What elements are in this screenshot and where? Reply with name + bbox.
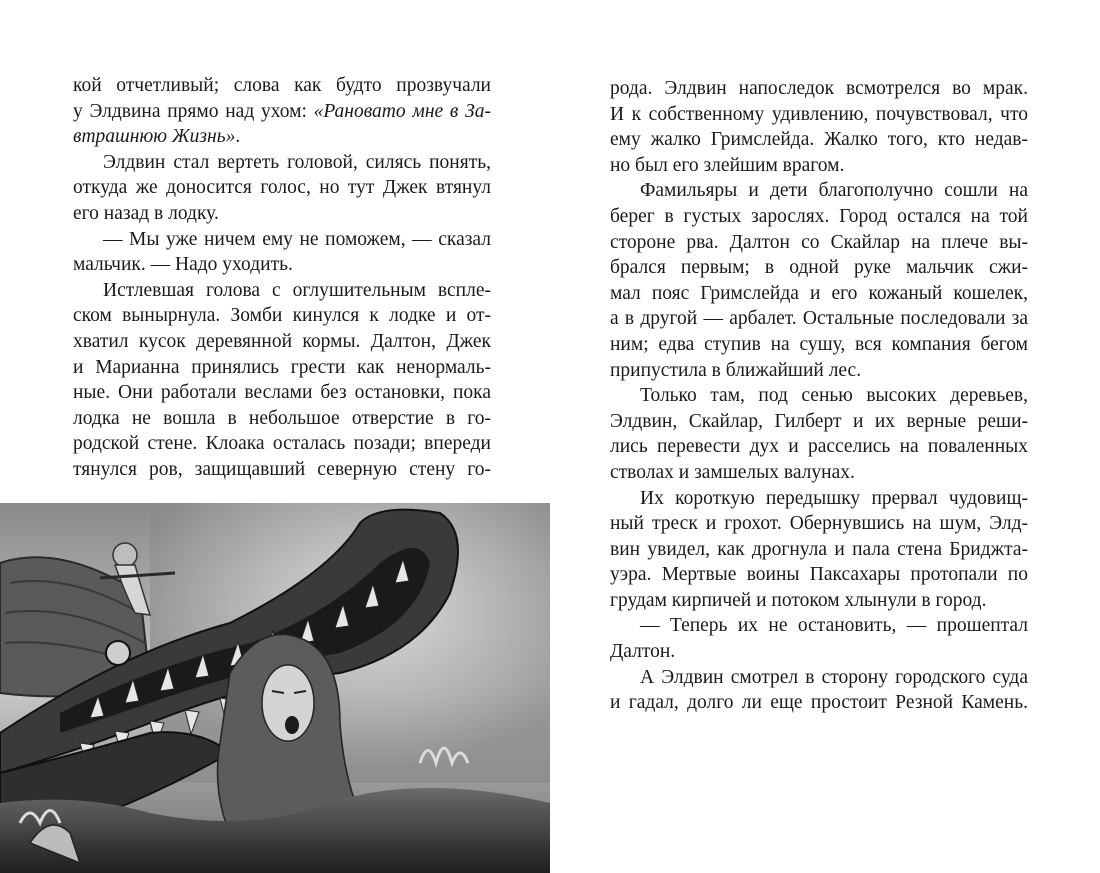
text-line xyxy=(73,329,491,355)
text-line xyxy=(610,434,1028,460)
text-line-content: откуда же доносится голос, но тут Джек втянул xyxy=(73,177,491,199)
text-line xyxy=(610,409,1028,435)
text-line xyxy=(73,124,491,150)
text-line xyxy=(610,281,1028,307)
text-line xyxy=(610,537,1028,563)
text-line xyxy=(610,76,1028,102)
text-line xyxy=(610,690,1028,716)
text-line-content: тянулся ров, защищавший северную стену го- xyxy=(73,458,491,480)
text-line-content: припустила в ближайший лес. xyxy=(610,359,862,381)
text-line xyxy=(73,431,491,457)
text-line xyxy=(610,332,1028,358)
text-line xyxy=(73,99,491,125)
text-line xyxy=(73,406,491,432)
text-line-content: берег в густых зарослях. Город остался на той xyxy=(610,205,1028,227)
text-line-content: а в другой — арбалет. Остальные последовали за xyxy=(610,308,1028,330)
text-line-content: ные. Они работали веслами без остановки, пока xyxy=(73,382,491,404)
girl-figure-head xyxy=(113,543,137,567)
text-line xyxy=(73,227,491,253)
text-line xyxy=(610,230,1028,256)
text-line-tail: . xyxy=(235,126,241,148)
text-line-content: и Марианна принялись грести как ненормаль- xyxy=(73,356,491,378)
text-line xyxy=(610,178,1028,204)
text-line-content: и гадал, долго ли еще простоит Резной Камень. xyxy=(610,692,1028,714)
text-line-content: ему жалко Гримслейда. Жалко того, кто недав- xyxy=(610,129,1028,151)
text-line xyxy=(73,175,491,201)
text-line xyxy=(610,127,1028,153)
text-line xyxy=(610,358,1028,384)
text-line-content: но был его злейшим врагом. xyxy=(610,154,845,176)
text-line xyxy=(610,486,1028,512)
text-line xyxy=(73,252,491,278)
text-line-content: — Теперь их не остановить, — прошептал xyxy=(640,615,1028,637)
text-line-content: рода. Элдвин напоследок всмотрелся во мрак. xyxy=(610,78,1028,99)
text-line xyxy=(73,201,491,227)
text-line-content: А Элдвин смотрел в сторону городского суда xyxy=(640,666,1028,688)
text-line xyxy=(610,383,1028,409)
text-line-content: мал пояс Гримслейда и его кожаный кошелек, xyxy=(610,282,1028,304)
text-line-content: брался первым; в одной руке мальчик сжи- xyxy=(610,257,1028,279)
text-line-content: лись перевести дух и расселись на поваленных xyxy=(610,436,1028,458)
text-line-content: Их короткую передышку прервал чудовищ- xyxy=(640,487,1028,509)
text-line-content: уэра. Мертвые воины Паксахары протопали по xyxy=(610,564,1028,586)
text-line-content: ском вынырнула. Зомби кинулся к лодке и от- xyxy=(73,305,491,327)
text-line-content: Элдвин стал вертеть головой, силясь понять, xyxy=(103,151,491,173)
text-line xyxy=(610,204,1028,230)
text-line-content: Далтон. xyxy=(610,641,676,663)
text-line xyxy=(610,102,1028,128)
text-line xyxy=(610,562,1028,588)
text-line-content: вин увидел, как дрогнула и пала стена Бриджта- xyxy=(610,538,1028,560)
text-line xyxy=(610,460,1028,486)
illustration-svg xyxy=(0,503,550,873)
right-page-text xyxy=(610,76,1028,716)
text-line-content: Истлевшая голова с оглушительным вспле- xyxy=(103,279,491,301)
text-line xyxy=(73,278,491,304)
text-line-content: хватил кусок деревянной кормы. Далтон, Джек xyxy=(73,330,491,352)
text-line-content: стороне рва. Далтон со Скайлар на плече вы- xyxy=(610,231,1028,253)
text-line-content: лодка не вошла в небольшое отверстие в го- xyxy=(73,407,491,429)
text-line xyxy=(610,588,1028,614)
illustration-sea-monster xyxy=(0,503,550,873)
text-line xyxy=(73,150,491,176)
woman-mouth xyxy=(285,716,299,734)
text-line-content: — Мы уже ничем ему не поможем, — сказал xyxy=(103,228,491,250)
text-line xyxy=(610,639,1028,665)
text-line xyxy=(73,355,491,381)
text-line-content: кой отчетливый; слова как будто прозвучали xyxy=(73,75,491,96)
left-page-text xyxy=(73,73,491,483)
text-line xyxy=(73,380,491,406)
text-line xyxy=(610,665,1028,691)
right-page xyxy=(550,0,1100,873)
text-line-content: Фамильяры и дети благополучно сошли на xyxy=(640,180,1028,202)
text-line-content: Только там, под сенью высоких деревьев, xyxy=(640,385,1028,407)
text-line-content: стволах и замшелых валунах. xyxy=(610,461,855,483)
text-line-italic: втрашнюю Жизнь» xyxy=(73,126,236,148)
text-line-content: Элдвин, Скайлар, Гилберт и их верные реши- xyxy=(610,410,1028,432)
text-line-content: его назад в лодку. xyxy=(73,202,219,224)
text-line-content: ним; едва ступив на сушу, вся компания бегом xyxy=(610,333,1028,355)
text-line xyxy=(73,73,491,99)
text-line-content: ный треск и грохот. Обернувшись на шум, Элд- xyxy=(610,513,1028,535)
text-line xyxy=(610,153,1028,179)
text-line-content: грудам кирпичей и потоком хлынули в город. xyxy=(610,589,987,611)
text-line xyxy=(610,306,1028,332)
text-line xyxy=(610,613,1028,639)
text-line-content: мальчик. — Надо уходить. xyxy=(73,254,293,276)
text-line-content: у Элдвина прямо над ухом: xyxy=(73,100,314,122)
text-line-italic: «Рановато мне в За- xyxy=(313,100,491,122)
text-line xyxy=(610,255,1028,281)
text-line xyxy=(73,457,491,483)
text-line-content: родской стене. Клоака осталась позади; впереди xyxy=(73,433,491,455)
text-line-content: И к собственному удивлению, почувствовал, что xyxy=(610,103,1028,125)
monster-eye xyxy=(106,641,130,665)
text-line xyxy=(610,511,1028,537)
text-line xyxy=(73,303,491,329)
